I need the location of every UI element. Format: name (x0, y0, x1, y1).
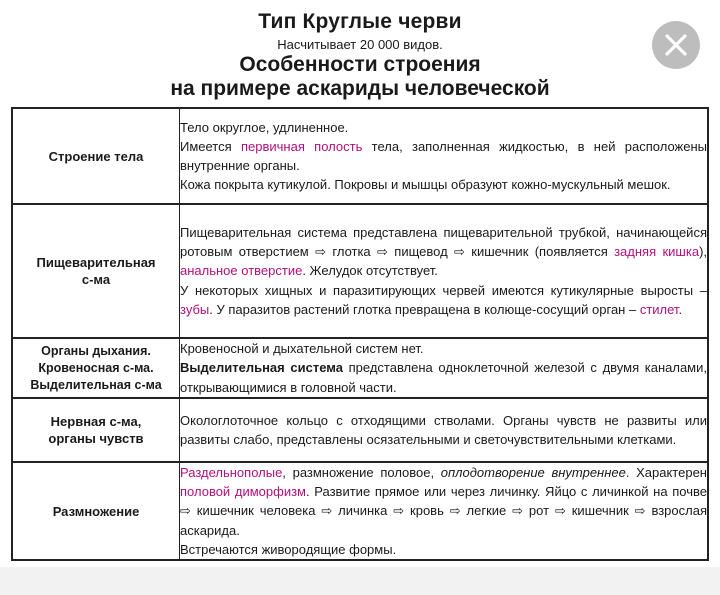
table-row (12, 204, 708, 338)
table-row (12, 108, 708, 204)
row-label-body-structure: Строение тела (12, 108, 180, 204)
structure-table (11, 107, 709, 561)
subtitle-line-1: Особенности строения (239, 53, 481, 76)
highlight-term: половой диморфизм (180, 484, 306, 500)
row-label-organs: Органы дыхания. Кровеносная с-ма. Выделительная с-ма (12, 338, 180, 398)
arrow-icon: ⇨ (554, 503, 566, 519)
arrow-icon: ⇨ (449, 503, 461, 519)
table-row (12, 338, 708, 398)
close-button[interactable] (652, 21, 700, 69)
highlight-term: первичная полость (240, 138, 363, 154)
highlight-term: Раздельнополые (180, 465, 283, 480)
row-desc-reproduction: Раздельнополые, размножение половое, оплодотворение внутреннее. Характерен половой диморфизм. Развитие прямое или через личинку. Яйцо с личинкой на почве ⇨ кишечник человека ⇨ личинка ⇨ кровь ⇨ легкие ⇨ рот ⇨ кишечник ⇨ взрослая аскарида. Встречаются живородящие формы. (180, 462, 709, 560)
arrow-icon: ⇨ (634, 503, 646, 519)
close-icon (664, 33, 688, 57)
highlight-term: анальное отверстие (180, 263, 303, 279)
table-row (12, 398, 708, 462)
row-label-nervous: Нервная с-ма, органы чувств (12, 398, 180, 462)
arrow-icon: ⇨ (454, 244, 465, 260)
page-bottom-band (0, 567, 720, 595)
arrow-icon: ⇨ (377, 244, 388, 260)
row-label-digestive: Пищеварительная с-ма (12, 204, 180, 338)
page-title: Тип Круглые черви (258, 10, 462, 33)
arrow-icon: ⇨ (180, 503, 191, 519)
species-count: Насчитывает 20 000 видов. (277, 37, 443, 52)
row-desc-nervous: Окологлоточное кольцо с отходящими стволами. Органы чувств не развиты или развиты слабо, представлены осязательными и светочувствительными клетками. (180, 398, 709, 462)
arrow-icon: ⇨ (512, 503, 524, 519)
arrow-icon: ⇨ (321, 503, 333, 519)
arrow-icon: ⇨ (393, 503, 405, 519)
row-desc-digestive: Пищеварительная система представлена пищеварительной трубкой, начинающейся ротовым отверстием ⇨ глотка ⇨ пищевод ⇨ кишечник (появляется задняя кишка), анальное отверстие. Желудок отсутствует. У некоторых хищных и паразитирующих червей имеются кутикулярные выросты – зубы. У паразитов растений глотка превращена в колюще-сосущий орган – стилет. (180, 204, 709, 338)
highlight-term: задняя кишка (614, 244, 700, 260)
row-label-reproduction: Размножение (12, 462, 180, 560)
table-row (12, 462, 708, 560)
row-desc-body-structure: Тело округлое, удлиненное. Имеется первичная полость тела, заполненная жидкостью, в ней расположены внутренние органы. Кожа покрыта кутикулой. Покровы и мышцы образуют кожно-мускульный мешок. (180, 108, 709, 204)
highlight-term: зубы (180, 301, 210, 317)
arrow-icon: ⇨ (315, 244, 327, 260)
highlight-term: стилет (639, 301, 679, 317)
row-desc-organs: Кровеносной и дыхательной систем нет. Выделительная система представлена одноклеточной железой с двумя каналами, открывающимися в головной части. (180, 338, 709, 398)
subtitle-line-2: на примере аскариды человеческой (170, 77, 550, 100)
